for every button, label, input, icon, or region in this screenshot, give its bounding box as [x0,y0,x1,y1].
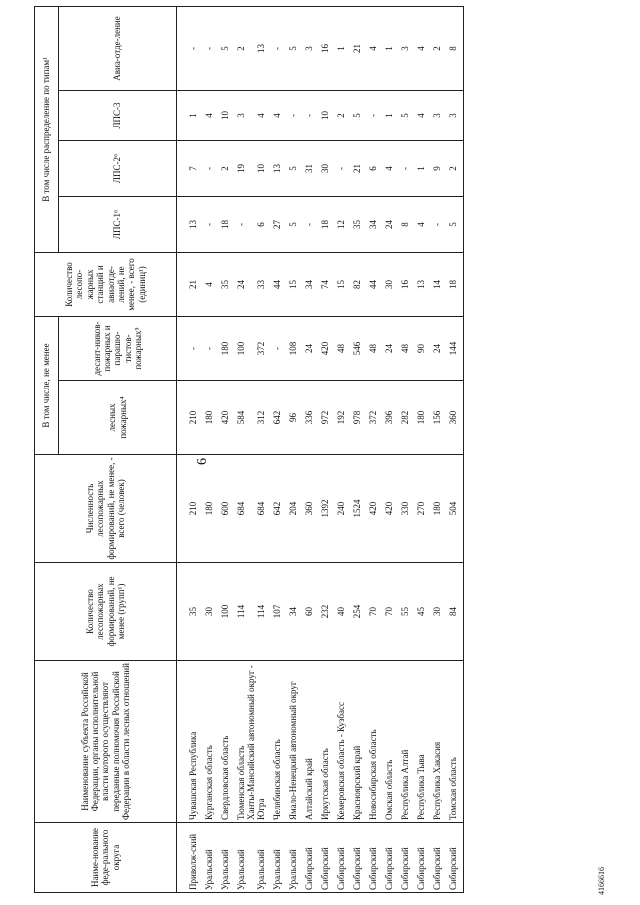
cell-paratroopers: 24 [379,316,395,380]
header-groups: Количество лесопожарных формирований, не менее (групп¹) [35,563,177,661]
cell-district: Сибирский [363,823,379,893]
cell-lps1: 6 [247,196,267,252]
document-code: 4166616 [597,867,606,895]
cell-lps3: 5 [347,90,363,140]
cell-groups: 254 [347,563,363,661]
cell-forest-firefighters: 336 [299,381,315,455]
cell-lps3: 10 [315,90,331,140]
cell-paratroopers: 144 [443,316,464,380]
cell-groups: 40 [331,563,347,661]
cell-lps2: 19 [231,140,247,196]
cell-stations: 15 [331,252,347,316]
cell-paratroopers: 48 [363,316,379,380]
table-row [299,6,315,892]
cell-subject: Кемеровская область - Кузбасс [331,661,347,823]
cell-lps2: - [395,140,411,196]
cell-stations: 15 [283,252,299,316]
header-lps2: ЛПС-2⁶ [59,140,177,196]
cell-lps3: 2 [331,90,347,140]
cell-avia: 2 [231,6,247,90]
cell-stations: 82 [347,252,363,316]
forest-fire-formations-table [34,6,464,893]
cell-avia: - [177,6,200,90]
cell-lps3: 5 [395,90,411,140]
cell-avia: 4 [411,6,427,90]
cell-lps3: 4 [411,90,427,140]
cell-lps1: 5 [283,196,299,252]
cell-lps1: 5 [443,196,464,252]
cell-subject: Курганская область [199,661,215,823]
cell-groups: 232 [315,563,331,661]
cell-stations: 44 [267,252,283,316]
cell-staff: 270 [411,455,427,563]
cell-avia: 5 [283,6,299,90]
cell-staff: 180 [427,455,443,563]
cell-paratroopers: 90 [411,316,427,380]
cell-district: Сибирский [411,823,427,893]
cell-paratroopers: 372 [247,316,267,380]
cell-forest-firefighters: 210 [177,381,200,455]
cell-groups: 100 [215,563,231,661]
cell-subject: Ханты-Мансийский автономный округ - Югра [247,661,267,823]
cell-groups: 114 [247,563,267,661]
cell-forest-firefighters: 192 [331,381,347,455]
header-forest-firefighters: лесных пожарных⁴ [59,381,177,455]
cell-subject: Омская область [379,661,395,823]
cell-lps2: 2 [215,140,231,196]
cell-subject: Красноярский край [347,661,363,823]
cell-district: Уральский [247,823,267,893]
cell-subject: Иркутская область [315,661,331,823]
cell-paratroopers: 180 [215,316,231,380]
cell-lps2: 7 [177,140,200,196]
cell-forest-firefighters: 372 [363,381,379,455]
cell-lps3: - [283,90,299,140]
cell-avia: 13 [247,6,267,90]
cell-staff: 1524 [347,455,363,563]
cell-lps1: 4 [411,196,427,252]
table-row [347,6,363,892]
page-number: 6 [195,458,210,465]
cell-avia: 5 [215,6,231,90]
table-row [247,6,267,892]
cell-lps2: - [199,140,215,196]
cell-lps2: 4 [379,140,395,196]
cell-forest-firefighters: 180 [199,381,215,455]
cell-paratroopers: 24 [427,316,443,380]
cell-lps2: 30 [315,140,331,196]
cell-groups: 114 [231,563,247,661]
cell-staff: 420 [379,455,395,563]
cell-lps1: 8 [395,196,411,252]
cell-groups: 55 [395,563,411,661]
cell-staff: 1392 [315,455,331,563]
cell-lps2: 5 [283,140,299,196]
cell-stations: 44 [363,252,379,316]
cell-avia: 4 [363,6,379,90]
header-stations: Количество лесопо-жарных станций и авиаотде-лений, не менее, - всего (единиц¹) [35,252,177,316]
cell-stations: 24 [231,252,247,316]
cell-lps3: - [299,90,315,140]
cell-avia: - [267,6,283,90]
cell-stations: 16 [395,252,411,316]
cell-staff: 684 [231,455,247,563]
cell-stations: 34 [299,252,315,316]
cell-lps1: 18 [215,196,231,252]
header-lps1: ЛПС-1⁶ [59,196,177,252]
cell-lps3: 10 [215,90,231,140]
cell-forest-firefighters: 396 [379,381,395,455]
cell-groups: 45 [411,563,427,661]
table-row [199,6,215,892]
cell-avia: 1 [379,6,395,90]
header-distribution: В том числе распределение по типам¹ [35,6,59,252]
cell-paratroopers: 108 [283,316,299,380]
cell-stations: 18 [443,252,464,316]
cell-staff: 204 [283,455,299,563]
table-row [215,6,231,892]
cell-stations: 14 [427,252,443,316]
cell-district: Сибирский [331,823,347,893]
cell-forest-firefighters: 972 [315,381,331,455]
cell-paratroopers: - [267,316,283,380]
cell-staff: 210 [177,455,200,563]
table-row [283,6,299,892]
cell-district: Сибирский [427,823,443,893]
cell-lps1: 27 [267,196,283,252]
cell-district: Уральский [283,823,299,893]
cell-lps3: 3 [443,90,464,140]
cell-lps1: 13 [177,196,200,252]
cell-district: Сибирский [379,823,395,893]
cell-subject: Новосибирская область [363,661,379,823]
cell-lps3: 4 [247,90,267,140]
cell-stations: 4 [199,252,215,316]
header-avia: Авиа-отде-ление [59,6,177,90]
header-district: Наиме-нование феде-рального округа [35,823,177,893]
cell-lps2: - [331,140,347,196]
cell-lps3: 1 [379,90,395,140]
cell-paratroopers: - [199,316,215,380]
cell-paratroopers: 24 [299,316,315,380]
table-row [267,6,283,892]
cell-lps2: 31 [299,140,315,196]
cell-lps3: 3 [231,90,247,140]
cell-avia: 1 [331,6,347,90]
cell-staff: 504 [443,455,464,563]
cell-groups: 70 [363,563,379,661]
cell-avia: - [199,6,215,90]
header-including: В том числе, не менее [35,316,59,454]
cell-lps1: 34 [363,196,379,252]
cell-forest-firefighters: 978 [347,381,363,455]
cell-subject: Республика Алтай [395,661,411,823]
table-row [363,6,379,892]
header-lps3: ЛПС-3 [59,90,177,140]
cell-paratroopers: 100 [231,316,247,380]
cell-forest-firefighters: 156 [427,381,443,455]
cell-district: Сибирский [443,823,464,893]
cell-forest-firefighters: 282 [395,381,411,455]
table-row [411,6,427,892]
cell-subject: Челябинская область [267,661,283,823]
cell-lps2: 13 [267,140,283,196]
cell-groups: 30 [199,563,215,661]
cell-district: Уральский [199,823,215,893]
cell-lps1: - [427,196,443,252]
cell-groups: 107 [267,563,283,661]
cell-staff: 180 [199,455,215,563]
cell-groups: 35 [177,563,200,661]
cell-staff: 420 [363,455,379,563]
cell-subject: Республика Хакасия [427,661,443,823]
cell-lps3: 1 [177,90,200,140]
cell-staff: 360 [299,455,315,563]
cell-staff: 684 [247,455,267,563]
cell-lps1: 35 [347,196,363,252]
table-row [427,6,443,892]
cell-forest-firefighters: 360 [443,381,464,455]
cell-groups: 60 [299,563,315,661]
cell-lps3: 4 [267,90,283,140]
cell-paratroopers: 48 [395,316,411,380]
cell-paratroopers: 420 [315,316,331,380]
cell-lps1: - [199,196,215,252]
cell-avia: 16 [315,6,331,90]
cell-lps2: 2 [443,140,464,196]
cell-lps2: 21 [347,140,363,196]
header-staff: Численность лесопожарных формирований, не менее, - всего (человек) [35,455,177,563]
cell-district: Сибирский [395,823,411,893]
cell-staff: 240 [331,455,347,563]
header-subject: Наименование субъекта Российской Федерации, органы исполнительной власти которого осуществляют переданные полномочия Российской Федерации в области лесных отношений [35,661,177,823]
cell-subject: Тюменская область [231,661,247,823]
cell-lps1: - [299,196,315,252]
cell-forest-firefighters: 584 [231,381,247,455]
table-row [231,6,247,892]
cell-district: Сибирский [299,823,315,893]
cell-subject: Алтайский край [299,661,315,823]
cell-staff: 330 [395,455,411,563]
cell-stations: 21 [177,252,200,316]
cell-groups: 34 [283,563,299,661]
table-row [395,6,411,892]
cell-subject: Томская область [443,661,464,823]
cell-lps2: 1 [411,140,427,196]
cell-lps1: 12 [331,196,347,252]
cell-paratroopers: 48 [331,316,347,380]
cell-staff: 642 [267,455,283,563]
cell-lps2: 6 [363,140,379,196]
cell-stations: 35 [215,252,231,316]
cell-forest-firefighters: 180 [411,381,427,455]
table-row [177,6,200,892]
cell-avia: 3 [395,6,411,90]
table-row [379,6,395,892]
cell-paratroopers: - [177,316,200,380]
cell-district: Приволж-ский [177,823,200,893]
table-row [315,6,331,892]
cell-lps3: 3 [427,90,443,140]
cell-groups: 30 [427,563,443,661]
cell-lps2: 10 [247,140,267,196]
cell-lps1: 18 [315,196,331,252]
cell-district: Сибирский [347,823,363,893]
cell-district: Уральский [267,823,283,893]
cell-stations: 13 [411,252,427,316]
cell-forest-firefighters: 96 [283,381,299,455]
table-row [331,6,347,892]
cell-subject: Чувашская Республика [177,661,200,823]
cell-lps3: 4 [199,90,215,140]
cell-subject: Республика Тыва [411,661,427,823]
cell-lps2: 9 [427,140,443,196]
cell-subject: Ямало-Ненецкий автономный округ [283,661,299,823]
cell-lps1: - [231,196,247,252]
cell-lps3: - [363,90,379,140]
table-row [443,6,464,892]
cell-lps1: 24 [379,196,395,252]
cell-groups: 70 [379,563,395,661]
cell-subject: Свердловская область [215,661,231,823]
cell-forest-firefighters: 312 [247,381,267,455]
cell-stations: 30 [379,252,395,316]
cell-stations: 33 [247,252,267,316]
cell-forest-firefighters: 420 [215,381,231,455]
cell-district: Уральский [215,823,231,893]
cell-district: Уральский [231,823,247,893]
cell-avia: 8 [443,6,464,90]
cell-forest-firefighters: 642 [267,381,283,455]
cell-district: Сибирский [315,823,331,893]
cell-avia: 3 [299,6,315,90]
cell-staff: 600 [215,455,231,563]
cell-avia: 21 [347,6,363,90]
header-paratroopers: десант-ников-пожарных и парашю-тистов-пожарных⁵ [59,316,177,380]
cell-paratroopers: 546 [347,316,363,380]
cell-avia: 2 [427,6,443,90]
cell-groups: 84 [443,563,464,661]
cell-stations: 74 [315,252,331,316]
